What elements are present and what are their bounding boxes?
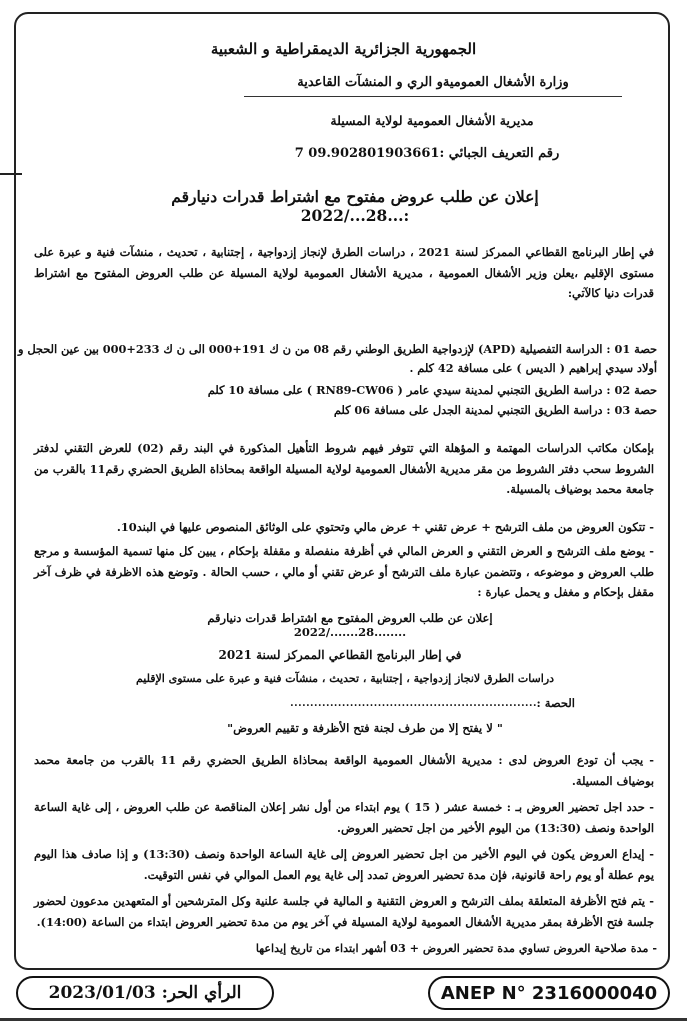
opening-paragraph: - يتم فتح الأظرفة المتعلقة بملف الترشح و العروض التقنية و المالية في جلسة علنية وكل المترشحين أو المتعهدين مدعوون لحضور جلسة فتح الأظرفة بمقر مديرية الأشغال العمومية لولاية المسيلة في آخر يوم من مدة تحضير العروض ابتداء من الساعة (14:00). xyxy=(34,894,654,929)
deadline-paragraph: - حدد اجل تحضير العروض بـ : خمسة عشر ( 15 ) يوم ابتداء من أول نشر إعلان المناقصة عن طلب العروض ، إلى غاية الساعة الواحدة ونصف (13:30) من اليوم الأخير من اجل تحضير العروض. xyxy=(34,800,655,835)
lot-1-line-2: أولاد سيدي إبراهيم ( الديس ) على مسافة 42 كلم . xyxy=(409,361,657,375)
republic-heading: الجمهورية الجزائرية الديمقراطية و الشعبية xyxy=(210,40,477,58)
envelope-notice: " لا يفتح إلا من طرف لجنة فتح الأظرفة و تقييم العروض" xyxy=(227,721,503,735)
newspaper-date-box: الرأي الحر: 2023/01/03 xyxy=(16,976,274,1010)
lot-3: حصة 03 : دراسة الطريق التجنبي لمدينة الجدل على مسافة 06 كلم xyxy=(333,403,657,417)
notice-title: إعلان عن طلب عروض مفتوح مع اشتراط قدرات دنيارقم :...28.../2022 xyxy=(171,187,539,225)
envelope-lot-label: الحصة : xyxy=(536,696,575,710)
envelope-subject: دراسات الطرق لانجاز إزدواجية ، إجتنابية ، تحديث ، منشآت فنية و عبرة على مستوى الإقليم xyxy=(135,672,555,685)
margin-mark xyxy=(0,173,22,175)
envelope-program: في إطار البرنامج القطاعي الممركز لسنة 2021 xyxy=(218,648,462,662)
ministry-heading: وزارة الأشغال العموميةو الري و المنشآت القاعدية xyxy=(297,75,569,90)
packaging-instructions: - يوضع ملف الترشح و العرض التقني و العرض المالي في أظرفة منفصلة و مقفلة بإحكام ، يبين كل منها تسمية المؤسسة و مرجع طلب العروض و موضوعه ، وتتضمن عبارة ملف الترشح أو عرض تقني أو مالي ، حسب الحالة . وتوضع هذه الاظرفة في ظرف آخر مقفل بإحكام و مغفل و يحمل عبارة : xyxy=(34,544,654,599)
lot-1-line-1: حصة 01 : الدراسة التفصيلية (APD) لإزدواجية الطريق الوطني رقم 08 من ن ك 191+000 الى ن ك 233+000 بين عين الحجل و xyxy=(17,342,657,356)
anep-number-box: ANEP N° 2316000040 xyxy=(428,976,670,1010)
envelope-title: إعلان عن طلب العروض المفتوح مع اشتراط قدرات دنيارقم ........28......./2022 xyxy=(207,611,493,639)
deposit-instructions: - يجب أن تودع العروض لدى : مديرية الأشغال العمومية الواقعة بمحاذاة الطريق الحضري رقم 11 بالقرب من جامعة محمد بوضياف المسيلة. xyxy=(34,753,654,788)
intro-paragraph: في إطار البرنامج القطاعي الممركز لسنة 2021 ، دراسات الطرق لإنجاز إزدواجية ، إجتنابية ، تحديث ، منشآت فنية و عبرة على مستوى الإقليم ،يعلن وزير الأشغال العمومية ، مديرية الأشغال العمومية لولاية المسيلة عن طلب العروض المفتوح مع اشتراط قدرات دنيا كالآتي: xyxy=(34,245,654,300)
lot-2: حصة 02 : دراسة الطريق التجنبي لمدينة سيدي عامر ( RN89-CW06 ) على مسافة 10 كلم xyxy=(207,383,657,397)
bottom-rule xyxy=(0,1018,687,1021)
directorate-heading: مديرية الأشغال العمومية لولاية المسيلة xyxy=(330,113,534,128)
tax-id: رقم التعريف الجبائي :09.902801903661 7 xyxy=(294,146,560,161)
offer-contents: - تتكون العروض من ملف الترشح + عرض تقني + عرض مالي وتحتوي على الوثائق المنصوص عليها في البند10. xyxy=(116,520,654,534)
eligibility-paragraph: بإمكان مكاتب الدراسات المهتمة و المؤهلة التي تتوفر فيهم شروط التأهيل المذكورة في البند رقم (02) للعرض التقني لدفتر الشروط سحب دفتر الشروط من مقر مديرية الأشغال العمومية لولاية المسيلة الواقعة بمحاذاة الطريق الحضري رقم11 بالقرب من جامعة محمد بوضياف بالمسيلة. xyxy=(34,441,654,496)
submission-paragraph: - إيداع العروض يكون في اليوم الأخير من اجل تحضير العروض إلى غاية الساعة الواحدة ونصف (13:30) و إذا صادف هذا اليوم يوم عطلة أو يوم راحة قانونية، فإن مدة تحضير العروض تمدد إلى غاية يوم العمل الموالي في نفس التوقيت. xyxy=(34,847,654,882)
ministry-underline xyxy=(244,96,622,97)
validity-line: - مدة صلاحية العروض تساوي مدة تحضير العروض + 03 أشهر ابتداء من تاريخ إيداعها xyxy=(255,941,657,955)
envelope-lot-dots: .............................................................. xyxy=(290,698,537,709)
